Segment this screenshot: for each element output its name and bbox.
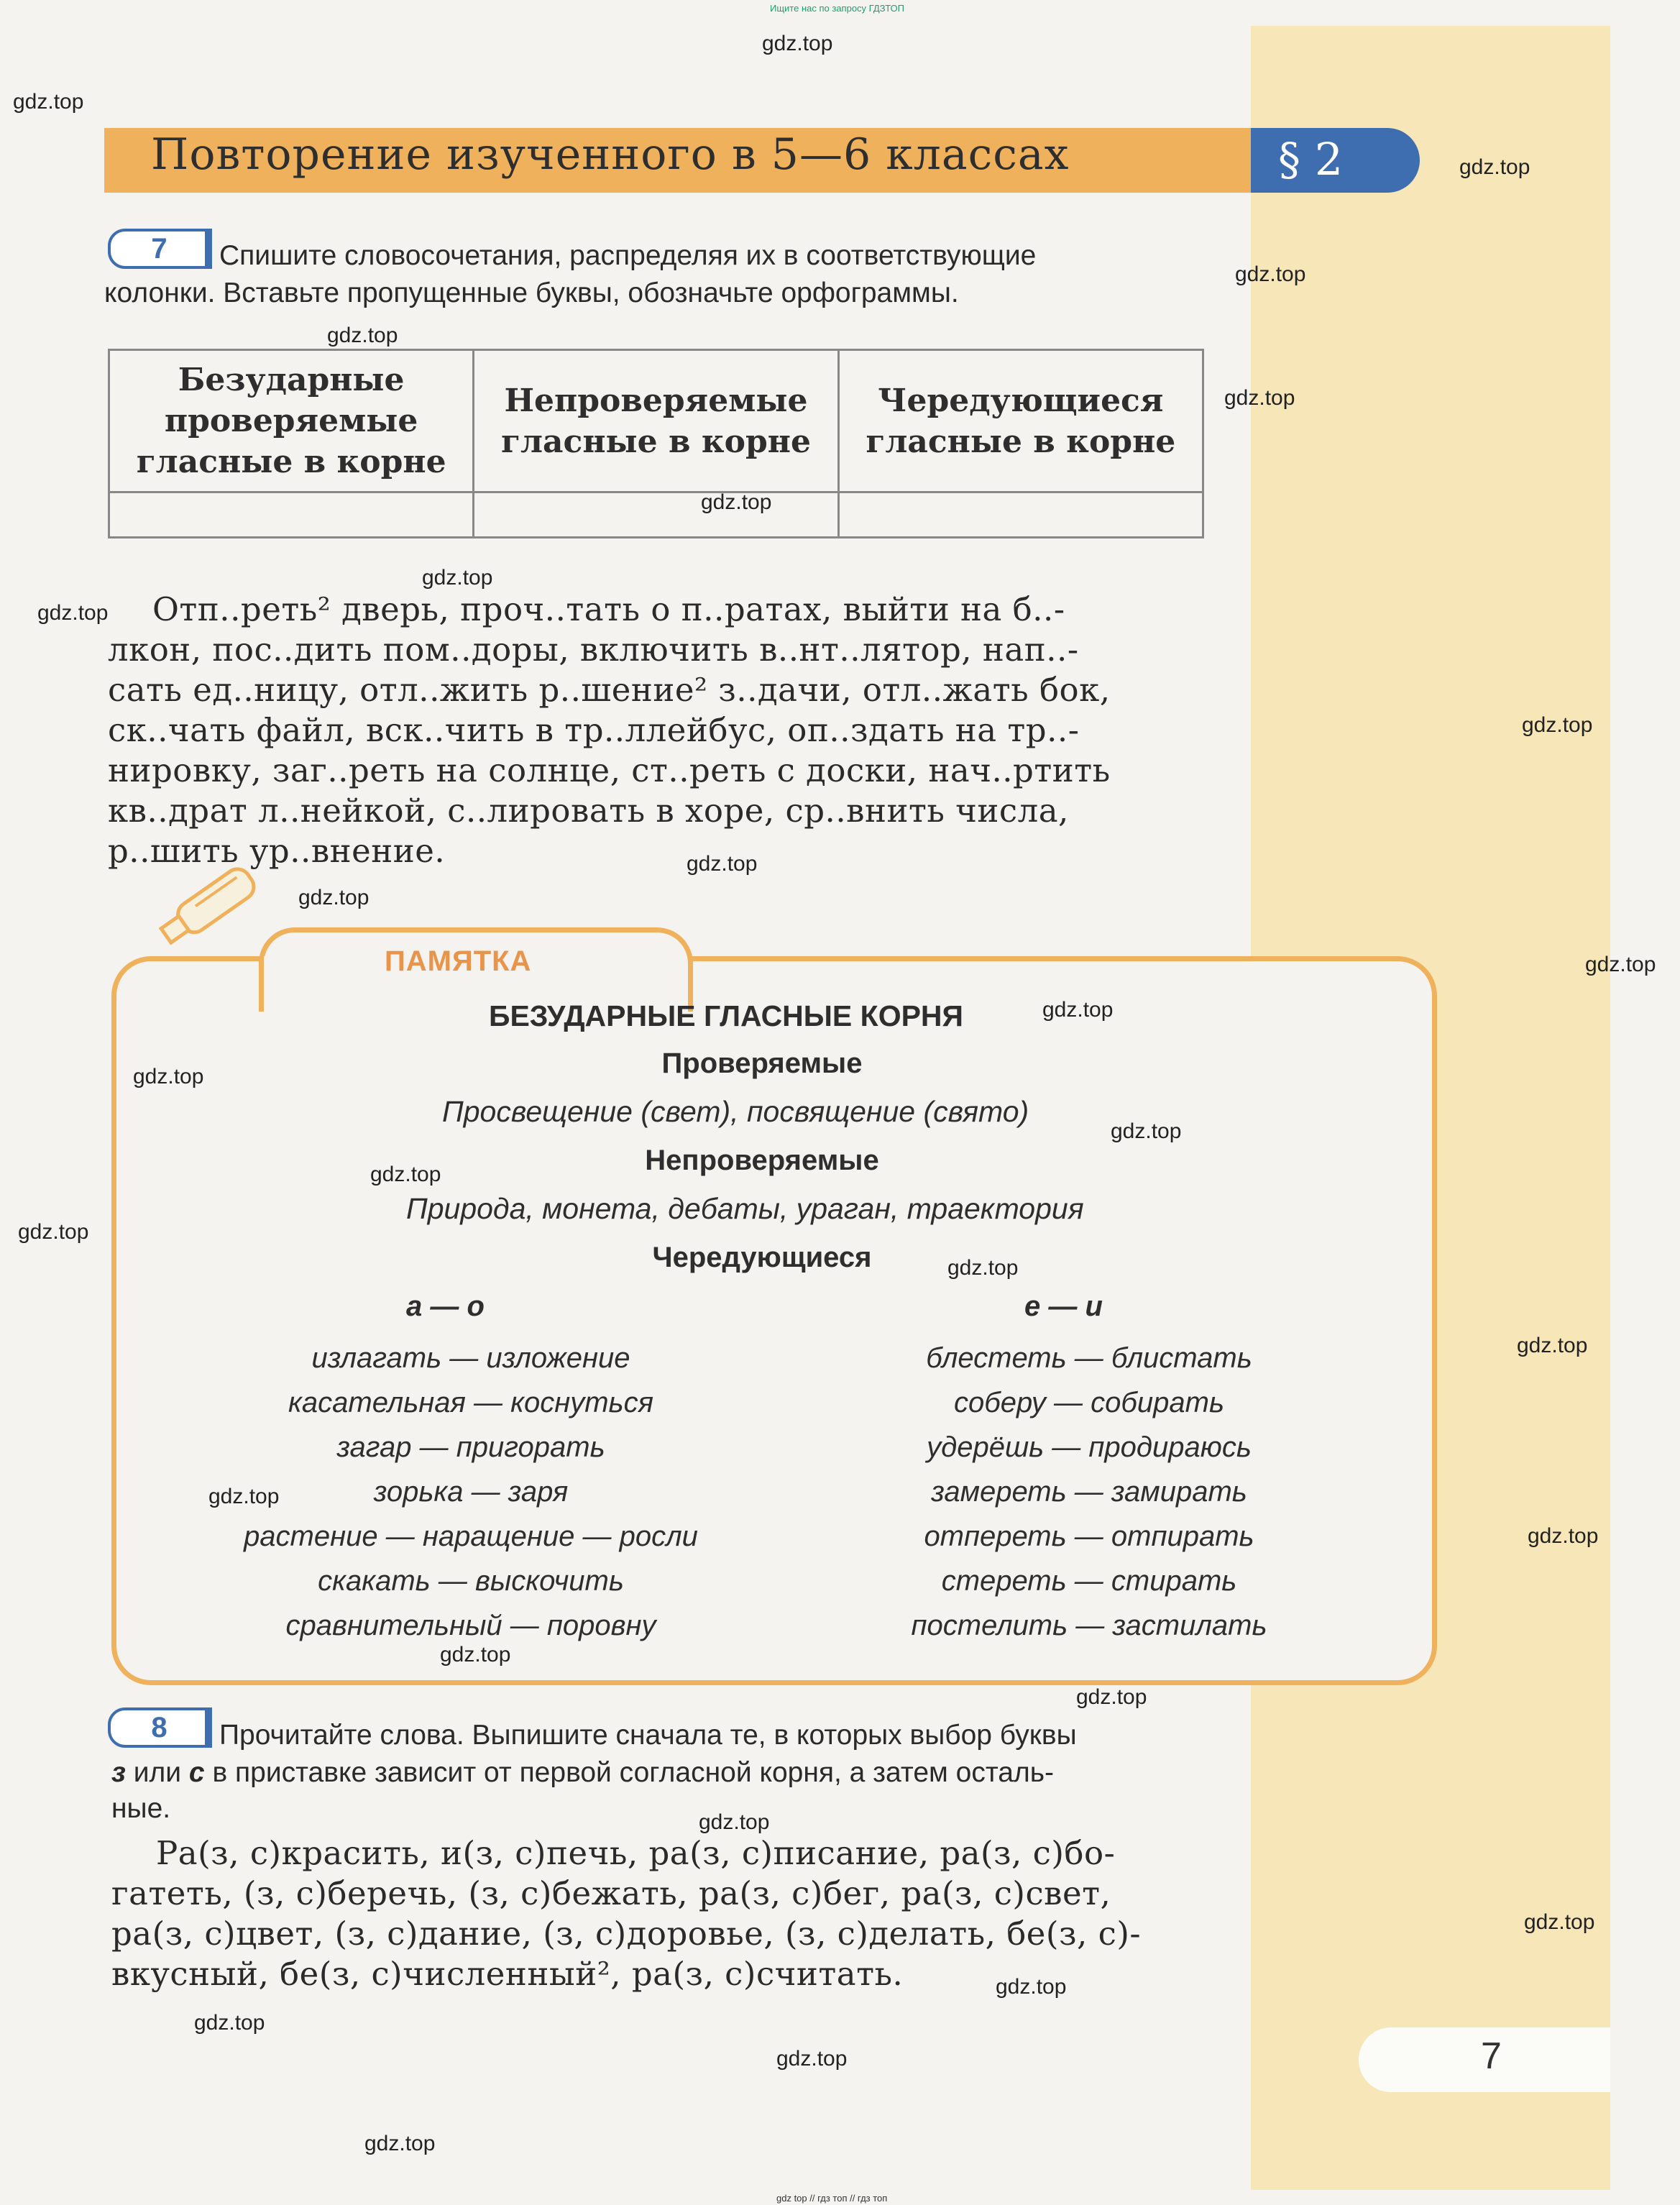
watermark: gdz.top — [327, 324, 398, 347]
ei-pair: блестеть — блистать — [926, 1342, 1252, 1374]
watermark: gdz.top — [208, 1485, 280, 1508]
ao-pair: загар — пригорать — [336, 1431, 605, 1463]
watermark: gdz.top — [1224, 386, 1295, 410]
exercise-7-task-line-2: колонки. Вставьте пропущенные буквы, обозначьте орфограммы. — [104, 278, 959, 308]
watermark: gdz.top — [687, 852, 758, 876]
text-line: гатеть, (з, с)беречь, (з, с)бежать, ра(з, с)бег, ра(з, с)свет, — [111, 1874, 1111, 1912]
watermark: gdz.top — [18, 1220, 89, 1244]
columns-table — [108, 349, 1204, 538]
ao-pair: скакать — выскочить — [318, 1565, 624, 1597]
bottom-note: gdz top // гдз топ // гдз топ — [776, 2193, 888, 2204]
ei-pair: соберу — собирать — [954, 1387, 1224, 1418]
uncheckable-example: Природа, монета, дебаты, ураган, траектория — [406, 1192, 1084, 1225]
text-line: кв..драт л..нейкой, с..лировать в хоре, ср..внить числа, — [108, 792, 1069, 830]
text-line: ра(з, с)цвет, (з, с)дание, (з, с)доровье, (з, с)делать, бе(з, с)- — [111, 1915, 1142, 1953]
ei-header: е — и — [1024, 1291, 1103, 1322]
watermark: gdz.top — [1517, 1334, 1588, 1357]
ei-pair: замереть — замирать — [931, 1476, 1247, 1508]
watermark: gdz.top — [37, 601, 109, 625]
memo-title: БЕЗУДАРНЫЕ ГЛАСНЫЕ КОРНЯ — [488, 999, 964, 1032]
watermark: gdz.top — [996, 1975, 1067, 1999]
table-cell — [474, 492, 838, 538]
ao-pair: сравнительный — поровну — [285, 1610, 656, 1641]
watermark: gdz.top — [701, 490, 772, 514]
column-header: Непроверяемые гласные в корне — [474, 350, 838, 492]
watermark: gdz.top — [699, 1810, 770, 1834]
watermark: gdz.top — [1076, 1685, 1147, 1709]
text-line: Отп..реть² дверь, проч..тать о п..ратах, выйти на б..- — [152, 590, 1065, 628]
watermark: gdz.top — [298, 886, 369, 909]
text-line: лкон, пос..дить пом..доры, включить в..нт..лятор, нап..- — [108, 631, 1079, 669]
section-badge: § 2 — [1251, 128, 1420, 193]
watermark: gdz.top — [133, 1065, 204, 1088]
ao-pair: растение — наращение — росли — [244, 1521, 698, 1552]
exercise-7-text — [108, 590, 1204, 871]
checkable-title: Проверяемые — [661, 1048, 863, 1079]
watermark: gdz.top — [1524, 1910, 1595, 1934]
text-line: сать ед..ницу, отл..жить р..шение² з..дачи, отл..жать бок, — [108, 671, 1111, 709]
exercise-8-task-line-3: ные. — [111, 1793, 171, 1824]
watermark: gdz.top — [13, 90, 84, 114]
watermark: gdz.top — [776, 2047, 848, 2071]
watermark: gdz.top — [194, 2011, 265, 2035]
watermark: gdz.top — [440, 1643, 511, 1667]
task-rest: в приставке зависит от первой согласной корня, а затем осталь- — [212, 1757, 1055, 1788]
ei-pair: стереть — стирать — [941, 1565, 1237, 1597]
watermark: gdz.top — [422, 566, 493, 590]
ei-pair: удерёшь — продираюсь — [927, 1431, 1252, 1463]
text-line: Ра(з, с)красить, и(з, с)печь, ра(з, с)писание, ра(з, с)бо- — [156, 1834, 1116, 1872]
ao-pair: касательная — коснуться — [288, 1387, 653, 1418]
ei-pair: отпереть — отпирать — [924, 1521, 1254, 1552]
exercise-8-badge: 8 — [108, 1707, 211, 1748]
ao-pair: излагать — изложение — [311, 1342, 630, 1374]
exercise-7-badge: 7 — [108, 229, 211, 269]
exercise-8-text — [111, 1833, 1208, 1994]
text-line: ск..чать файл, вск..чить в тр..ллейбус, оп..здать на тр..- — [108, 711, 1080, 749]
top-note: Ищите нас по запросу ГДЗТОП — [770, 3, 905, 14]
watermark: gdz.top — [1042, 998, 1114, 1022]
letter-z: з — [111, 1757, 126, 1788]
exercise-8-task-line-2 — [111, 1754, 1054, 1792]
text-line: вкусный, бе(з, с)численный², ра(з, с)считать. — [111, 1955, 904, 1993]
watermark: gdz.top — [1528, 1524, 1599, 1548]
watermark: gdz.top — [947, 1256, 1019, 1280]
column-header: Безударные проверяемые гласные в корне — [109, 350, 474, 492]
ao-pair: зорька — заря — [373, 1476, 569, 1508]
page-number: 7 — [1481, 2035, 1502, 2077]
watermark: gdz.top — [1459, 155, 1530, 179]
flash-drive-icon — [152, 857, 265, 954]
watermark: gdz.top — [1235, 262, 1306, 286]
uncheckable-title: Непроверяемые — [645, 1145, 879, 1176]
memo-label: ПАМЯТКА — [385, 945, 532, 977]
watermark: gdz.top — [1585, 953, 1656, 976]
table-cell — [838, 492, 1203, 538]
column-header: Чередующиеся гласные в корне — [838, 350, 1203, 492]
watermark: gdz.top — [370, 1163, 441, 1186]
page-title: Повторение изученного в 5—6 классах — [151, 129, 1070, 180]
exercise-8-task-line-1: Прочитайте слова. Выпишите сначала те, в которых выбор буквы — [219, 1720, 1077, 1751]
checkable-example: Просвещение (свет), посвящение (свято) — [442, 1095, 1029, 1128]
or-word: или — [133, 1757, 182, 1788]
exercise-7-task-line-1: Спишите словосочетания, распределяя их в соответствующие — [219, 240, 1037, 271]
alternating-title: Чередующиеся — [652, 1242, 872, 1273]
watermark: gdz.top — [364, 2132, 436, 2155]
watermark: gdz.top — [1522, 713, 1593, 737]
watermark: gdz.top — [762, 32, 833, 55]
table-cell — [109, 492, 474, 538]
text-line: нировку, заг..реть на солнце, ст..реть с доски, нач..ртить — [108, 751, 1111, 789]
ei-pair: постелить — застилать — [911, 1610, 1267, 1641]
letter-s: с — [188, 1757, 205, 1788]
text-line: р..шить ур..внение. — [108, 832, 446, 870]
ao-header: а — о — [406, 1291, 485, 1322]
watermark: gdz.top — [1111, 1119, 1182, 1143]
